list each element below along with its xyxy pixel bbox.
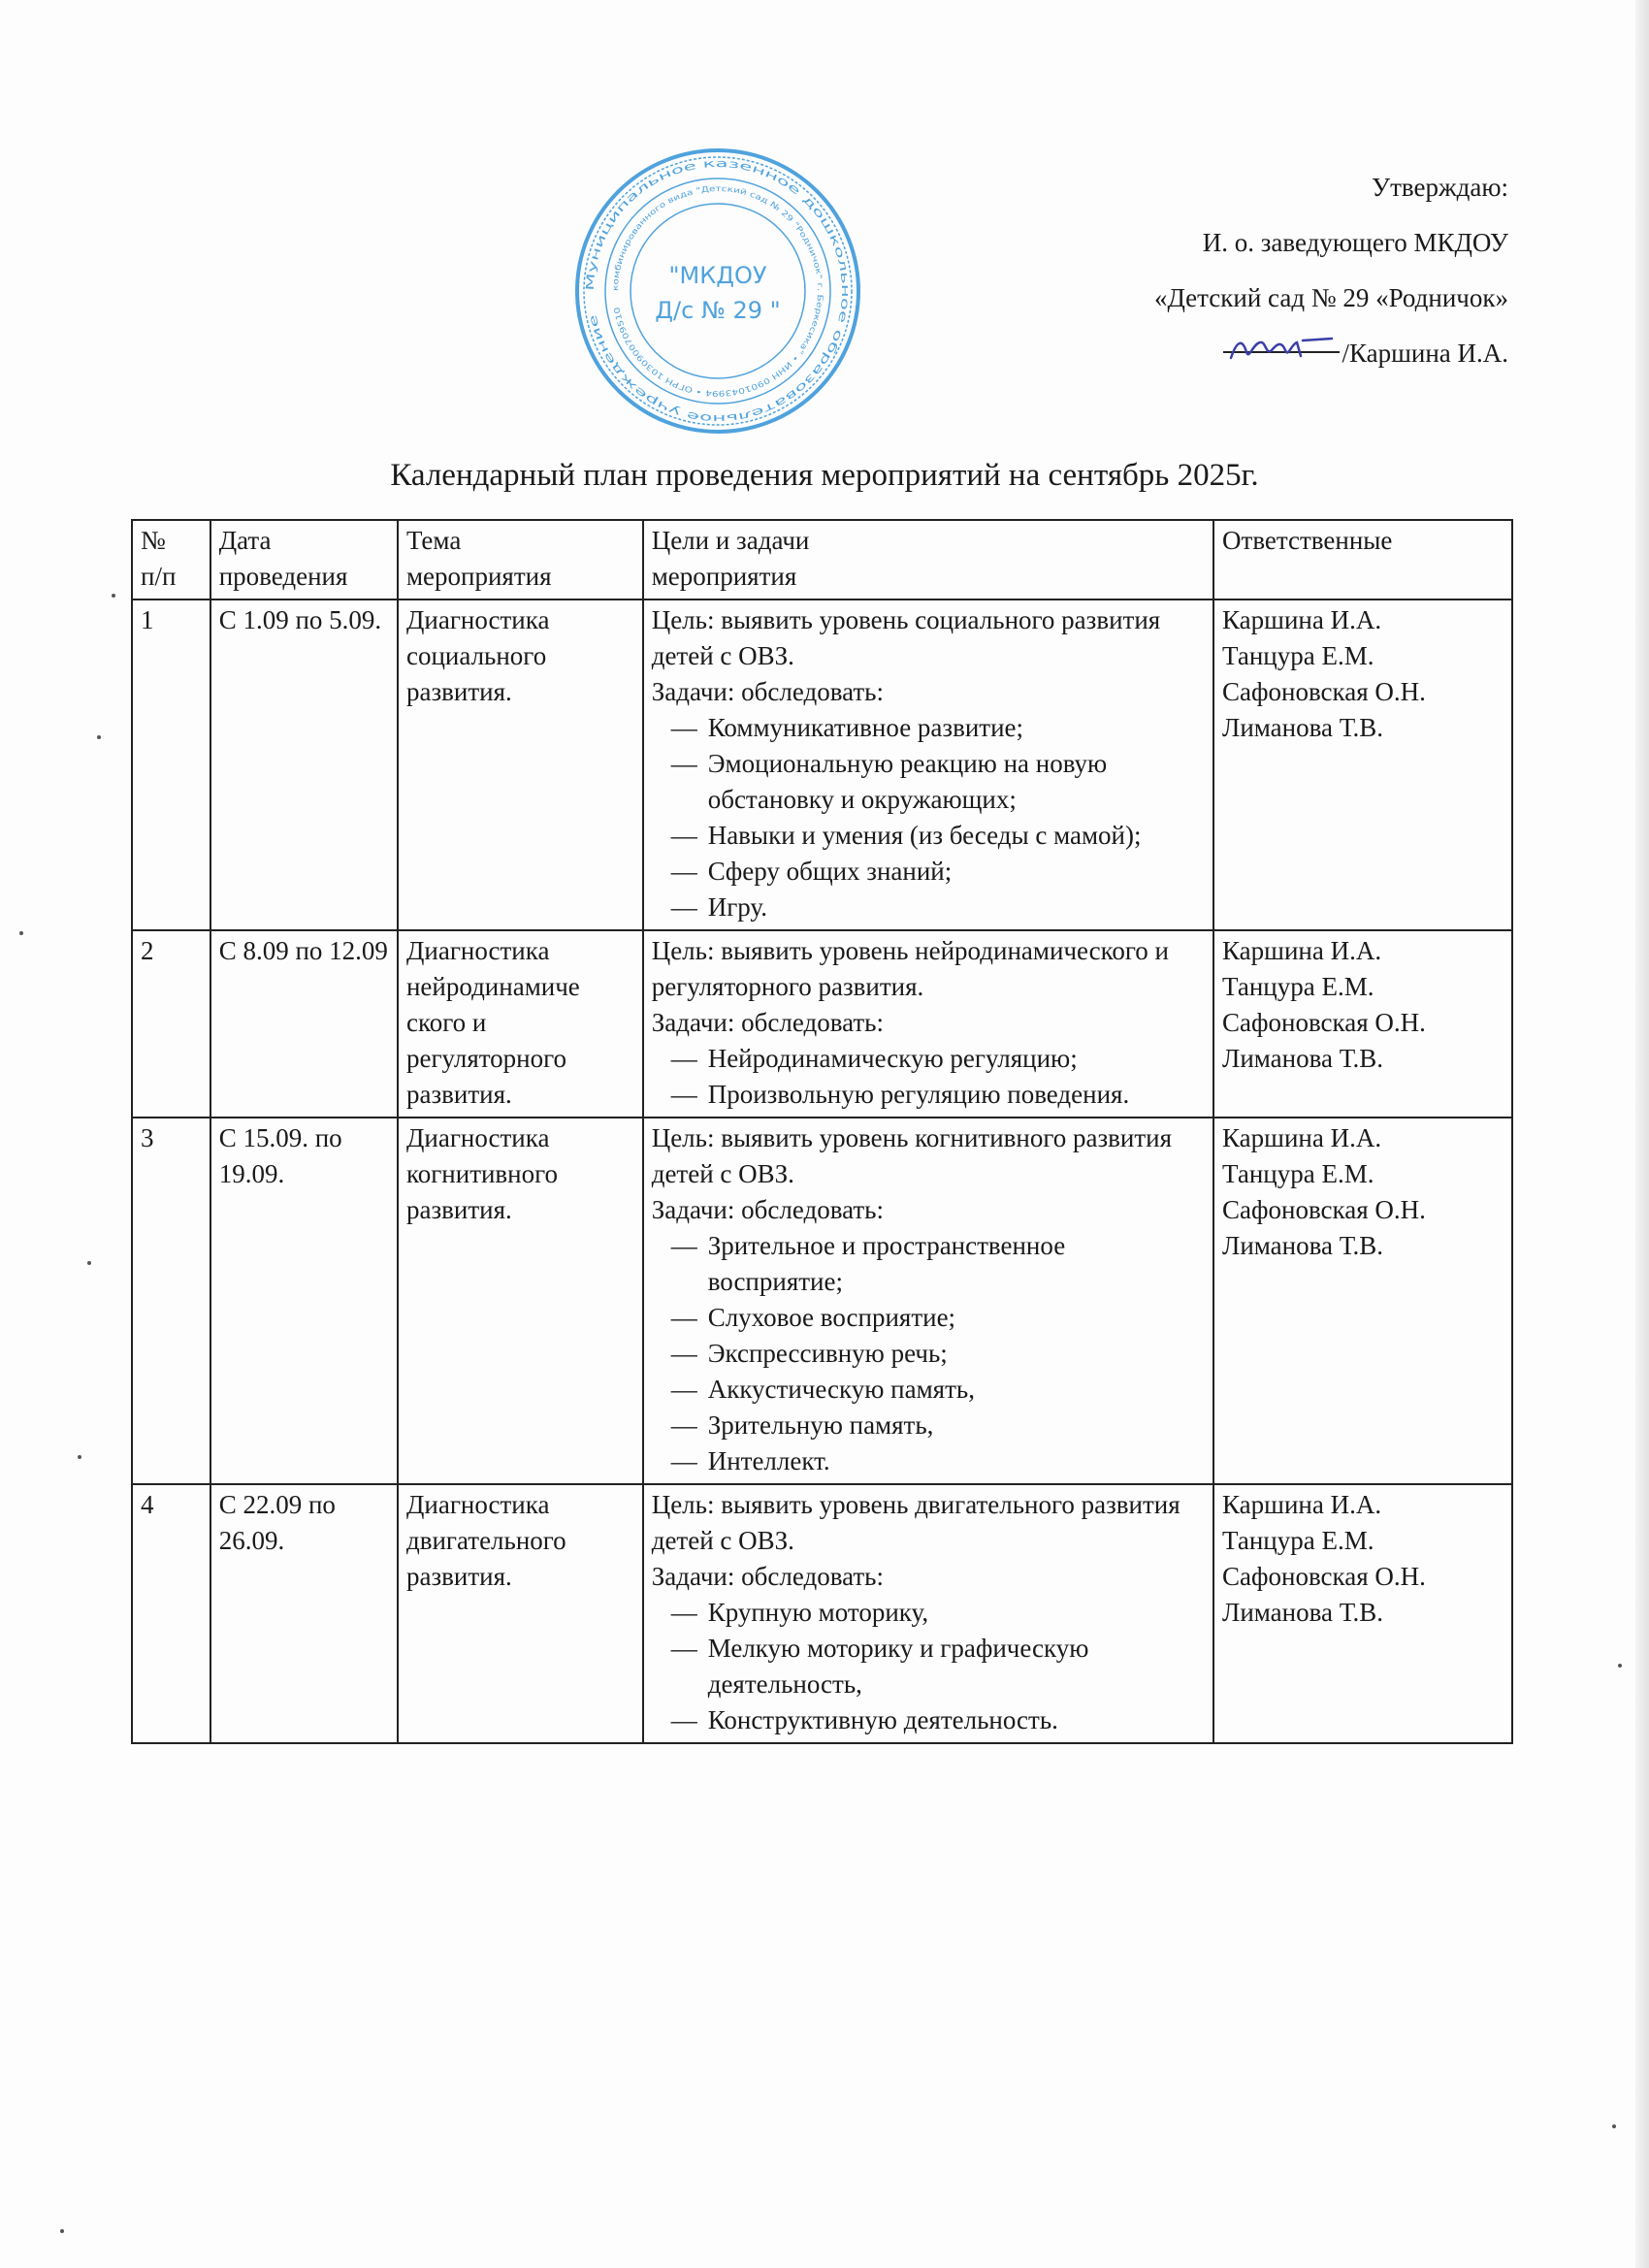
stamp-outer-text: Муниципальное казенное дошкольное образовательное учреждение — [583, 156, 853, 425]
task-item: — Навыки и умения (из беседы с мамой); — [708, 818, 1205, 854]
responsible-person: Сафоновская О.Н. — [1222, 677, 1426, 706]
cell-date: С 1.09 по 5.09. — [210, 599, 398, 930]
scan-speck — [112, 594, 115, 598]
cell-topic: Диагностика двигательного развития. — [398, 1484, 643, 1743]
responsible-person: Каршина И.А. — [1222, 936, 1382, 965]
responsible-person: Танцура Е.М. — [1222, 1526, 1374, 1555]
responsible-person: Каршина И.А. — [1222, 1490, 1382, 1519]
tasks-list — [652, 1228, 1205, 1479]
responsible-person: Сафоновская О.Н. — [1222, 1562, 1426, 1591]
tasks-list — [652, 1595, 1205, 1738]
cell-responsible — [1213, 1484, 1512, 1743]
task-item: — Интеллект. — [708, 1443, 1205, 1479]
cell-num: 2 — [132, 930, 210, 1118]
scan-speck — [97, 735, 101, 739]
responsible-person: Лиманова Т.В. — [1222, 1598, 1384, 1627]
scan-speck — [1618, 1664, 1622, 1668]
task-item: — Аккустическую память, — [708, 1372, 1205, 1408]
task-item: — Игру. — [708, 890, 1205, 925]
task-item: — Эмоциональную реакцию на новую обстановку и окружающих; — [708, 746, 1205, 818]
goal-text: Цель: выявить уровень нейродинамического и регуляторного развития. — [651, 936, 1170, 1001]
cell-goals — [643, 930, 1213, 1118]
cell-date: С 22.09 по 26.09. — [210, 1484, 398, 1743]
signature-line — [1223, 326, 1340, 353]
responsible-person: Сафоновская О.Н. — [1222, 1195, 1426, 1224]
task-item: — Слуховое восприятие; — [708, 1300, 1205, 1336]
stamp-dotted-ring — [584, 157, 852, 425]
responsible-person: Лиманова Т.В. — [1222, 713, 1384, 742]
header-date-line1: Дата — [218, 526, 272, 555]
task-item: — Крупную моторику, — [708, 1595, 1205, 1631]
header-responsible: Ответственные — [1213, 520, 1512, 599]
cell-goals — [643, 1118, 1213, 1484]
header-goals — [643, 520, 1213, 599]
table-row — [132, 1484, 1512, 1743]
scan-speck — [1612, 2124, 1616, 2128]
cell-num: 4 — [132, 1484, 210, 1743]
cell-goals — [643, 1484, 1213, 1743]
document-title: Календарный план проведения мероприятий на сентябрь 2025г. — [390, 458, 1259, 493]
responsible-person: Каршина И.А. — [1222, 1123, 1382, 1152]
events-plan-table — [131, 519, 1513, 1744]
goal-text: Цель: выявить уровень когнитивного развития детей с ОВЗ. — [651, 1123, 1173, 1188]
cell-topic: Диагностика социального развития. — [398, 599, 643, 930]
approval-signatory: /Каршина И.А. — [1342, 339, 1508, 368]
scan-speck — [87, 1261, 91, 1265]
approval-institution: «Детский сад № 29 «Родничок» — [1153, 283, 1508, 312]
cell-responsible — [1213, 599, 1512, 930]
approval-block — [1154, 160, 1508, 381]
header-num-line1: № — [141, 526, 166, 555]
cell-num: 1 — [132, 599, 210, 930]
stamp-center-line2: Д/с № 29 " — [655, 297, 781, 324]
table-header-row — [132, 520, 1512, 599]
task-item: — Коммуникативное развитие; — [708, 710, 1205, 746]
header-topic — [398, 520, 643, 599]
responsible-person: Танцура Е.М. — [1222, 641, 1374, 670]
stamp-middle-ring — [605, 178, 830, 404]
cell-topic: Диагностика когнитивного развития. — [398, 1118, 643, 1484]
task-item: — Зрительную память, — [708, 1408, 1205, 1443]
header-goals-line1: Цели и задачи — [651, 526, 810, 555]
handwritten-signature — [1223, 337, 1340, 362]
responsible-person: Танцура Е.М. — [1222, 972, 1374, 1001]
responsible-person: Лиманова Т.В. — [1222, 1044, 1384, 1073]
header-date-line2: проведения — [218, 562, 348, 591]
header-num — [132, 520, 210, 599]
responsible-person: Лиманова Т.В. — [1222, 1231, 1384, 1260]
header-num-line2: п/п — [141, 562, 177, 591]
task-item: — Мелкую моторику и графическую деятельность, — [708, 1631, 1205, 1702]
stamp-inner-ring — [630, 204, 805, 378]
scan-speck — [19, 931, 23, 935]
cell-responsible — [1213, 930, 1512, 1118]
responsible-person: Танцура Е.М. — [1222, 1159, 1374, 1188]
task-item: — Произвольную регуляцию поведения. — [708, 1077, 1205, 1113]
goal-text: Цель: выявить уровень двигательного развития детей с ОВЗ. — [651, 1490, 1180, 1555]
cell-date: С 15.09. по 19.09. — [210, 1118, 398, 1484]
responsible-person: Каршина И.А. — [1222, 605, 1382, 634]
table-row — [132, 930, 1512, 1118]
cell-date: С 8.09 по 12.09 — [210, 930, 398, 1118]
stamp-inner-text: комбинированного вида "Детский сад № 29 "Родничок" г. Беркесика" • ИНН 0901043994 • ОГРН 1030900709510 — [610, 183, 825, 399]
tasks-label: Задачи: обследовать: — [651, 1562, 884, 1591]
approval-position: И. о. заведующего МКДОУ — [1202, 228, 1508, 257]
tasks-label: Задачи: обследовать: — [651, 1008, 884, 1037]
stamp-center-line1: "МКДОУ — [668, 262, 767, 289]
tasks-label: Задачи: обследовать: — [651, 677, 884, 706]
scan-speck — [60, 2229, 64, 2233]
header-date — [210, 520, 398, 599]
scan-edge-shadow — [1635, 0, 1649, 2268]
cell-goals — [643, 599, 1213, 930]
responsible-person: Сафоновская О.Н. — [1222, 1008, 1426, 1037]
header-goals-line2: мероприятия — [651, 562, 797, 591]
table-row — [132, 1118, 1512, 1484]
stamp-outer-ring — [577, 150, 858, 432]
header-topic-line1: Тема — [405, 526, 462, 555]
table-row — [132, 599, 1512, 930]
task-item: — Конструктивную деятельность. — [708, 1702, 1205, 1738]
tasks-list — [652, 1041, 1205, 1113]
approval-signature-row — [1154, 326, 1508, 381]
cell-responsible — [1213, 1118, 1512, 1484]
tasks-label: Задачи: обследовать: — [651, 1195, 884, 1224]
cell-num: 3 — [132, 1118, 210, 1484]
cell-topic: Диагностика нейродинамиче ского и регуляторного развития. — [398, 930, 643, 1118]
scan-speck — [78, 1455, 81, 1459]
official-stamp — [572, 146, 863, 437]
header-topic-line2: мероприятия — [405, 562, 552, 591]
goal-text: Цель: выявить уровень социального развития детей с ОВЗ. — [651, 605, 1161, 670]
approval-label: Утверждаю: — [1371, 173, 1508, 202]
task-item: — Сферу общих знаний; — [708, 854, 1205, 890]
tasks-list — [652, 710, 1205, 925]
task-item: — Зрительное и пространственное восприятие; — [708, 1228, 1205, 1300]
task-item: — Экспрессивную речь; — [708, 1336, 1205, 1372]
task-item: — Нейродинамическую регуляцию; — [708, 1041, 1205, 1077]
